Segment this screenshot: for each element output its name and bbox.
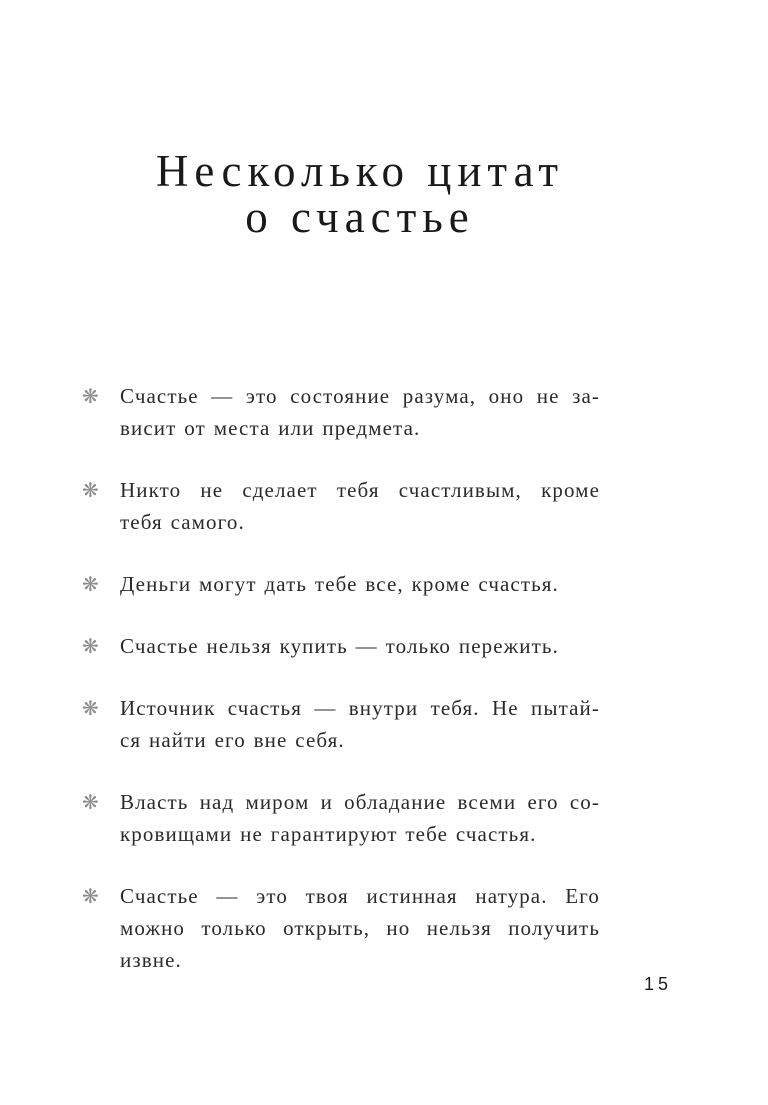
quote-item [82,474,600,538]
snowflake-ornament-icon: ❋ [82,634,100,658]
snowflake-ornament-icon: ❋ [82,478,100,502]
quote-line: Счастье — это состояние разума, оно не за- [120,384,600,408]
quote-line: извне. [120,948,182,972]
quote-line: Счастье — это твоя истинная натура. Его [120,884,600,908]
quote-item [82,568,600,600]
quote-line: кровищами не гарантируют тебе счастья. [120,822,537,846]
quotes-list [82,380,600,976]
quote-line: можно только открыть, но нельзя получить [120,916,600,940]
quote-item [82,692,600,756]
page-title [120,148,600,240]
quote-item [82,630,600,662]
page-title-line-1: Несколько цитат [155,146,565,196]
snowflake-ornament-icon: ❋ [82,696,100,720]
quote-line: Источник счастья — внутри тебя. Не пытай- [120,696,600,720]
snowflake-ornament-icon: ❋ [82,384,100,408]
quote-item [82,786,600,850]
quote-item [82,380,600,444]
snowflake-ornament-icon: ❋ [82,572,100,596]
quote-line: Власть над миром и обладание всеми его со- [120,790,600,814]
quote-line: Счастье нельзя купить — только пережить. [120,634,559,658]
snowflake-ornament-icon: ❋ [82,884,100,908]
quote-line: висит от места или предмета. [120,416,421,440]
quote-line: Никто не сделает тебя счастливым, кроме [120,478,600,502]
snowflake-ornament-icon: ❋ [82,790,100,814]
page-title-line-2: о счастье [245,192,475,242]
page-number: 15 [644,974,673,994]
quote-line: Деньги могут дать тебе все, кроме счастья. [120,572,559,596]
quote-item [82,880,600,976]
quote-line: тебя самого. [120,510,245,534]
quote-line: ся найти его вне себя. [120,728,345,752]
